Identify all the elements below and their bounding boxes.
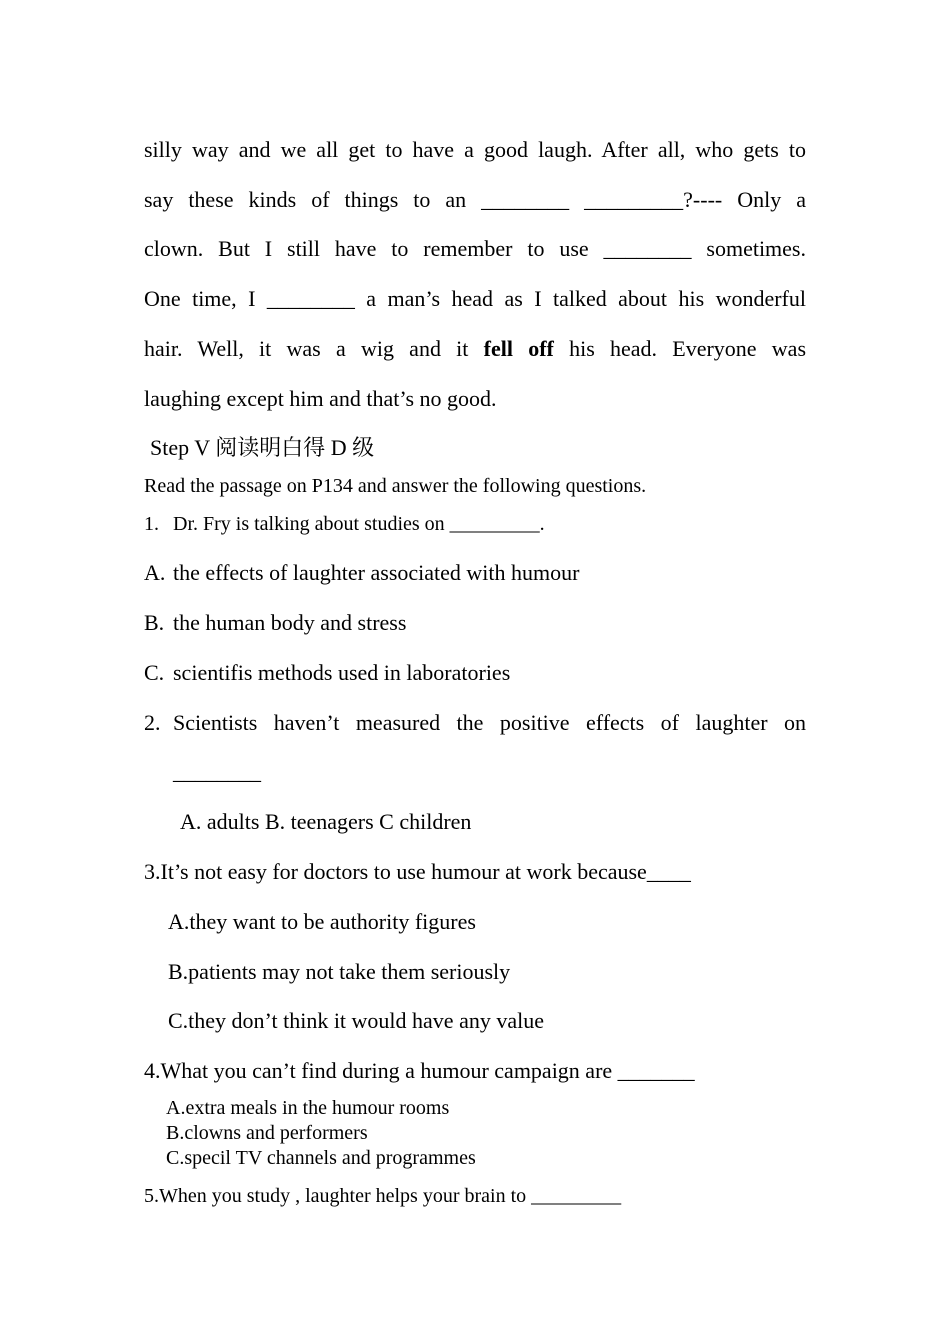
question-4-option-c: C.specil TV channels and programmes [166, 1147, 476, 1169]
question-5: 5.When you study , laughter helps your brain to _________ [144, 1185, 622, 1207]
passage-bold-phrase: fell off [483, 336, 554, 361]
passage-line-5-after: his head. Everyone was [569, 336, 807, 361]
question-3-option-b: B.patients may not take them seriously [168, 959, 511, 984]
passage-line-1: silly way and we all get to have a good laugh. After all, who gets to [144, 137, 806, 162]
step-heading: Step V 阅读明白得 D 级 [150, 435, 375, 460]
question-3: 3.It’s not easy for doctors to use humour at work because____ [144, 859, 691, 884]
question-1-option-a [144, 560, 580, 586]
question-1-option-b [144, 610, 407, 636]
question-2-options: A. adults B. teenagers C children [180, 809, 472, 834]
question-1-option-c [144, 660, 511, 686]
option-label: A. [144, 560, 166, 585]
question-4: 4.What you can’t find during a humour campaign are _______ [144, 1058, 695, 1083]
passage-line-3: clown. But I still have to remember to use ________ sometimes. [144, 236, 806, 261]
question-2-number: 2. [144, 710, 161, 735]
question-1 [144, 512, 545, 536]
question-4-option-a: A.extra meals in the humour rooms [166, 1097, 450, 1119]
question-2-text: Scientists haven’t measured the positive effects of laughter on [173, 710, 806, 735]
passage-line-4: One time, I ________ a man’s head as I talked about his wonderful [144, 286, 806, 311]
step-instruction: Read the passage on P134 and answer the following questions. [144, 475, 647, 497]
question-3-option-c: C.they don’t think it would have any value [168, 1008, 544, 1033]
question-2 [144, 710, 806, 736]
passage-line-6: laughing except him and that’s no good. [144, 386, 497, 411]
option-text: the effects of laughter associated with humour [173, 560, 580, 585]
passage-line-5-before: hair. Well, it was a wig and it [144, 336, 469, 361]
option-text: the human body and stress [173, 610, 407, 635]
passage-line-5 [144, 336, 806, 362]
question-1-text: Dr. Fry is talking about studies on _________. [173, 513, 545, 535]
option-label: B. [144, 610, 165, 635]
question-2-blank: ________ [173, 759, 261, 784]
question-3-option-a: A.they want to be authority figures [168, 909, 476, 934]
passage-line-2: say these kinds of things to an ________ _________?---- Only a [144, 187, 806, 212]
question-4-option-b: B.clowns and performers [166, 1122, 368, 1144]
option-text: scientifis methods used in laboratories [173, 660, 511, 685]
option-label: C. [144, 660, 165, 685]
question-1-number: 1. [144, 513, 159, 535]
